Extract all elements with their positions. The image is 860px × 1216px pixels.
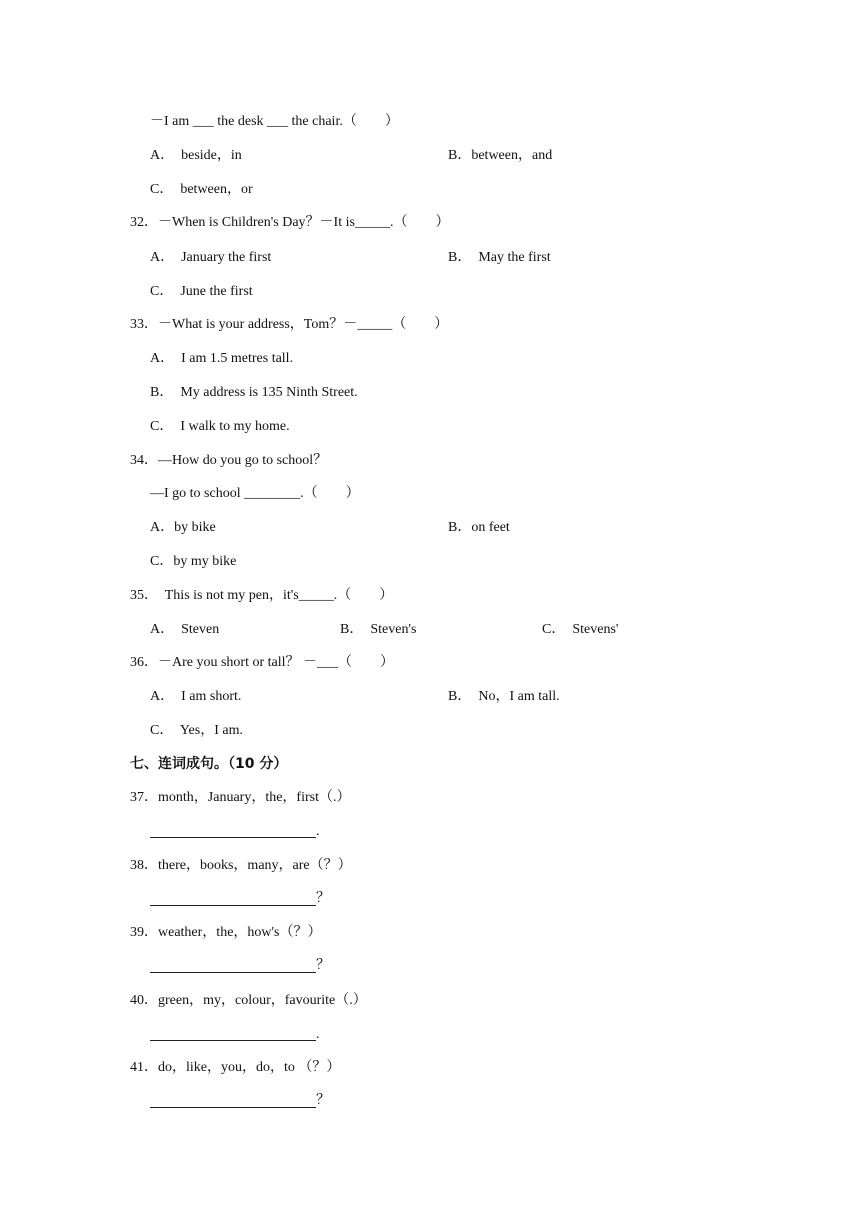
q39-end-mark: ？ — [316, 958, 330, 973]
q31-option-a[interactable]: A． beside，in — [150, 148, 242, 163]
q40-answer-line[interactable] — [150, 1040, 316, 1041]
q31-stem: －I am ___ the desk ___ the chair.（ ） — [150, 114, 399, 129]
q36-stem: 36．－Are you short or tall？ －___（ ） — [130, 655, 395, 670]
q31-option-b[interactable]: B．between，and — [448, 148, 553, 163]
q41-end-mark: ？ — [316, 1093, 330, 1108]
q38-end-mark: ？ — [316, 891, 330, 906]
q41-stem: 41．do，like，you，do，to （？） — [130, 1060, 341, 1075]
q38-stem: 38．there，books，many，are（？） — [130, 858, 352, 873]
q33-option-b[interactable]: B． My address is 135 Ninth Street. — [150, 385, 358, 400]
q36-option-b[interactable]: B． No，I am tall. — [448, 689, 560, 704]
q38-answer-line[interactable] — [150, 905, 316, 906]
q31-option-c[interactable]: C． between，or — [150, 182, 253, 197]
q37-stem: 37．month，January，the，first（.） — [130, 790, 351, 805]
q37-answer-line[interactable] — [150, 837, 316, 838]
q40-stem: 40．green，my，colour，favourite（.） — [130, 993, 367, 1008]
q34-option-b[interactable]: B．on feet — [448, 520, 510, 535]
q33-option-c[interactable]: C． I walk to my home. — [150, 419, 290, 434]
q33-stem: 33．－What is your address，Tom？－_____（ ） — [130, 317, 449, 332]
q34-option-a[interactable]: A．by bike — [150, 520, 216, 535]
q36-option-c[interactable]: C． Yes，I am. — [150, 723, 243, 738]
q35-option-c[interactable]: C． Stevens' — [542, 622, 619, 637]
q34-stem-line2: —I go to school ________.（ ） — [150, 486, 360, 501]
q35-option-a[interactable]: A． Steven — [150, 622, 220, 637]
q41-answer-line[interactable] — [150, 1107, 316, 1108]
section-7-title: 七、连词成句。（10 分） — [130, 756, 288, 772]
q33-option-a[interactable]: A． I am 1.5 metres tall. — [150, 351, 294, 366]
q34-stem-line1: 34．—How do you go to school？ — [130, 453, 328, 468]
q34-option-c[interactable]: C．by my bike — [150, 554, 237, 569]
q32-option-b[interactable]: B． May the first — [448, 250, 551, 265]
q39-answer-line[interactable] — [150, 972, 316, 973]
q32-option-c[interactable]: C． June the first — [150, 284, 253, 299]
q36-option-a[interactable]: A． I am short. — [150, 689, 242, 704]
q40-end-mark: . — [316, 1027, 320, 1042]
q32-option-a[interactable]: A． January the first — [150, 250, 272, 265]
q35-stem: 35． This is not my pen，it's_____.（ ） — [130, 588, 394, 603]
q35-option-b[interactable]: B． Steven's — [340, 622, 417, 637]
q37-end-mark: . — [316, 824, 320, 839]
q39-stem: 39．weather，the，how's（？） — [130, 925, 322, 940]
q32-stem: 32．－When is Children's Day？－It is_____.（ ） — [130, 215, 450, 230]
